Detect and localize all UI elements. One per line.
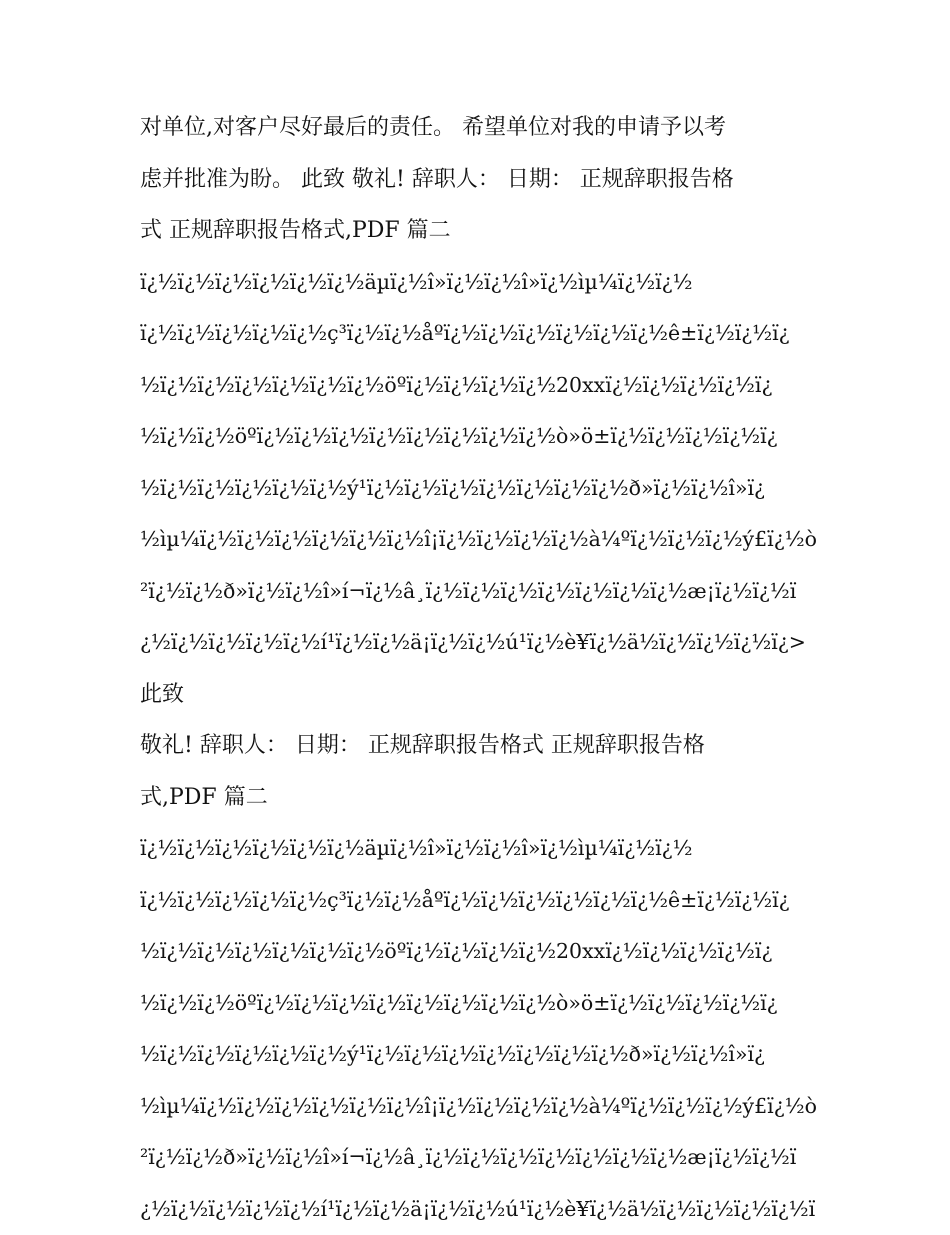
text-line: 虑并批准为盼。 此致 敬礼! 辞职人： 日期： 正规辞职报告格 — [140, 154, 820, 206]
text-line: 此致 — [140, 669, 820, 721]
garbled-text-line: ï¿½ï¿½ï¿½ï¿½ï¿½ï¿½äµï¿½î»ï¿½ï¿½î»ï¿½ìµ¼ï¿½ï¿½ — [140, 823, 820, 875]
text-line: 敬礼! 辞职人： 日期： 正规辞职报告格式 正规辞职报告格 — [140, 720, 820, 772]
garbled-text-line: ¿½ï¿½ï¿½ï¿½ï¿½í¹ï¿½ï¿½ä¡ï¿½ï¿½ú¹ï¿½è¥ï¿½ä½ï¿½ï¿½ï¿½ï¿> — [140, 617, 820, 669]
garbled-text-line: ¿½ï¿½ï¿½ï¿½ï¿½í¹ï¿½ï¿½ä¡ï¿½ï¿½ú¹ï¿½è¥ï¿½ä½ï¿½ï¿½ï¿½ï¿½ï — [140, 1184, 820, 1235]
garbled-text-line: ½ï¿½ï¿½ï¿½ï¿½ï¿½ï¿½öºï¿½ï¿½ï¿½ï¿½20xxï¿½ï¿½ï¿½ï¿½ï¿ — [140, 926, 820, 978]
garbled-text-line: ½ìµ¼ï¿½ï¿½ï¿½ï¿½ï¿½ï¿½î¡ï¿½ï¿½ï¿½ï¿½à¼ºï¿½ï¿½ï¿½ý£ï¿½ò — [140, 514, 820, 566]
text-line: 式,PDF 篇二 — [140, 772, 820, 824]
garbled-text-line: ½ï¿½ï¿½ï¿½ï¿½ï¿½ý¹ï¿½ï¿½ï¿½ï¿½ï¿½ï¿½ï¿½ð»ï¿½ï¿½î»ï¿ — [140, 463, 820, 515]
garbled-text-line: ï¿½ï¿½ï¿½ï¿½ï¿½ç³ï¿½ï¿½åºï¿½ï¿½ï¿½ï¿½ï¿½ï¿½ê±ï¿½ï¿½ï¿ — [140, 308, 820, 360]
garbled-text-line: ²ï¿½ï¿½ð»ï¿½ï¿½î»í¬ï¿½â¸ï¿½ï¿½ï¿½ï¿½ï¿½ï¿½ï¿½æ¡ï¿½ï¿½ï — [140, 1132, 820, 1184]
document-body — [140, 102, 820, 1235]
garbled-text-line: ²ï¿½ï¿½ð»ï¿½ï¿½î»í¬ï¿½â¸ï¿½ï¿½ï¿½ï¿½ï¿½ï¿½ï¿½æ¡ï¿½ï¿½ï — [140, 566, 820, 618]
garbled-text-line: ï¿½ï¿½ï¿½ï¿½ï¿½ï¿½äµï¿½î»ï¿½ï¿½î»ï¿½ìµ¼ï¿½ï¿½ — [140, 257, 820, 309]
text-line: 对单位,对客户尽好最后的责任。 希望单位对我的申请予以考 — [140, 102, 820, 154]
garbled-text-line: ï¿½ï¿½ï¿½ï¿½ï¿½ç³ï¿½ï¿½åºï¿½ï¿½ï¿½ï¿½ï¿½ï¿½ê±ï¿½ï¿½ï¿ — [140, 875, 820, 927]
garbled-text-line: ½ï¿½ï¿½öºï¿½ï¿½ï¿½ï¿½ï¿½ï¿½ï¿½ï¿½ò»ö±ï¿½ï¿½ï¿½ï¿½ï¿ — [140, 978, 820, 1030]
garbled-text-line: ½ï¿½ï¿½ï¿½ï¿½ï¿½ý¹ï¿½ï¿½ï¿½ï¿½ï¿½ï¿½ï¿½ð»ï¿½ï¿½î»ï¿ — [140, 1029, 820, 1081]
garbled-text-line: ½ï¿½ï¿½ï¿½ï¿½ï¿½ï¿½öºï¿½ï¿½ï¿½ï¿½20xxï¿½ï¿½ï¿½ï¿½ï¿ — [140, 360, 820, 412]
garbled-text-line: ½ï¿½ï¿½öºï¿½ï¿½ï¿½ï¿½ï¿½ï¿½ï¿½ï¿½ò»ö±ï¿½ï¿½ï¿½ï¿½ï¿ — [140, 411, 820, 463]
garbled-text-line: ½ìµ¼ï¿½ï¿½ï¿½ï¿½ï¿½ï¿½î¡ï¿½ï¿½ï¿½ï¿½à¼ºï¿½ï¿½ï¿½ý£ï¿½ò — [140, 1081, 820, 1133]
text-line: 式 正规辞职报告格式,PDF 篇二 — [140, 205, 820, 257]
